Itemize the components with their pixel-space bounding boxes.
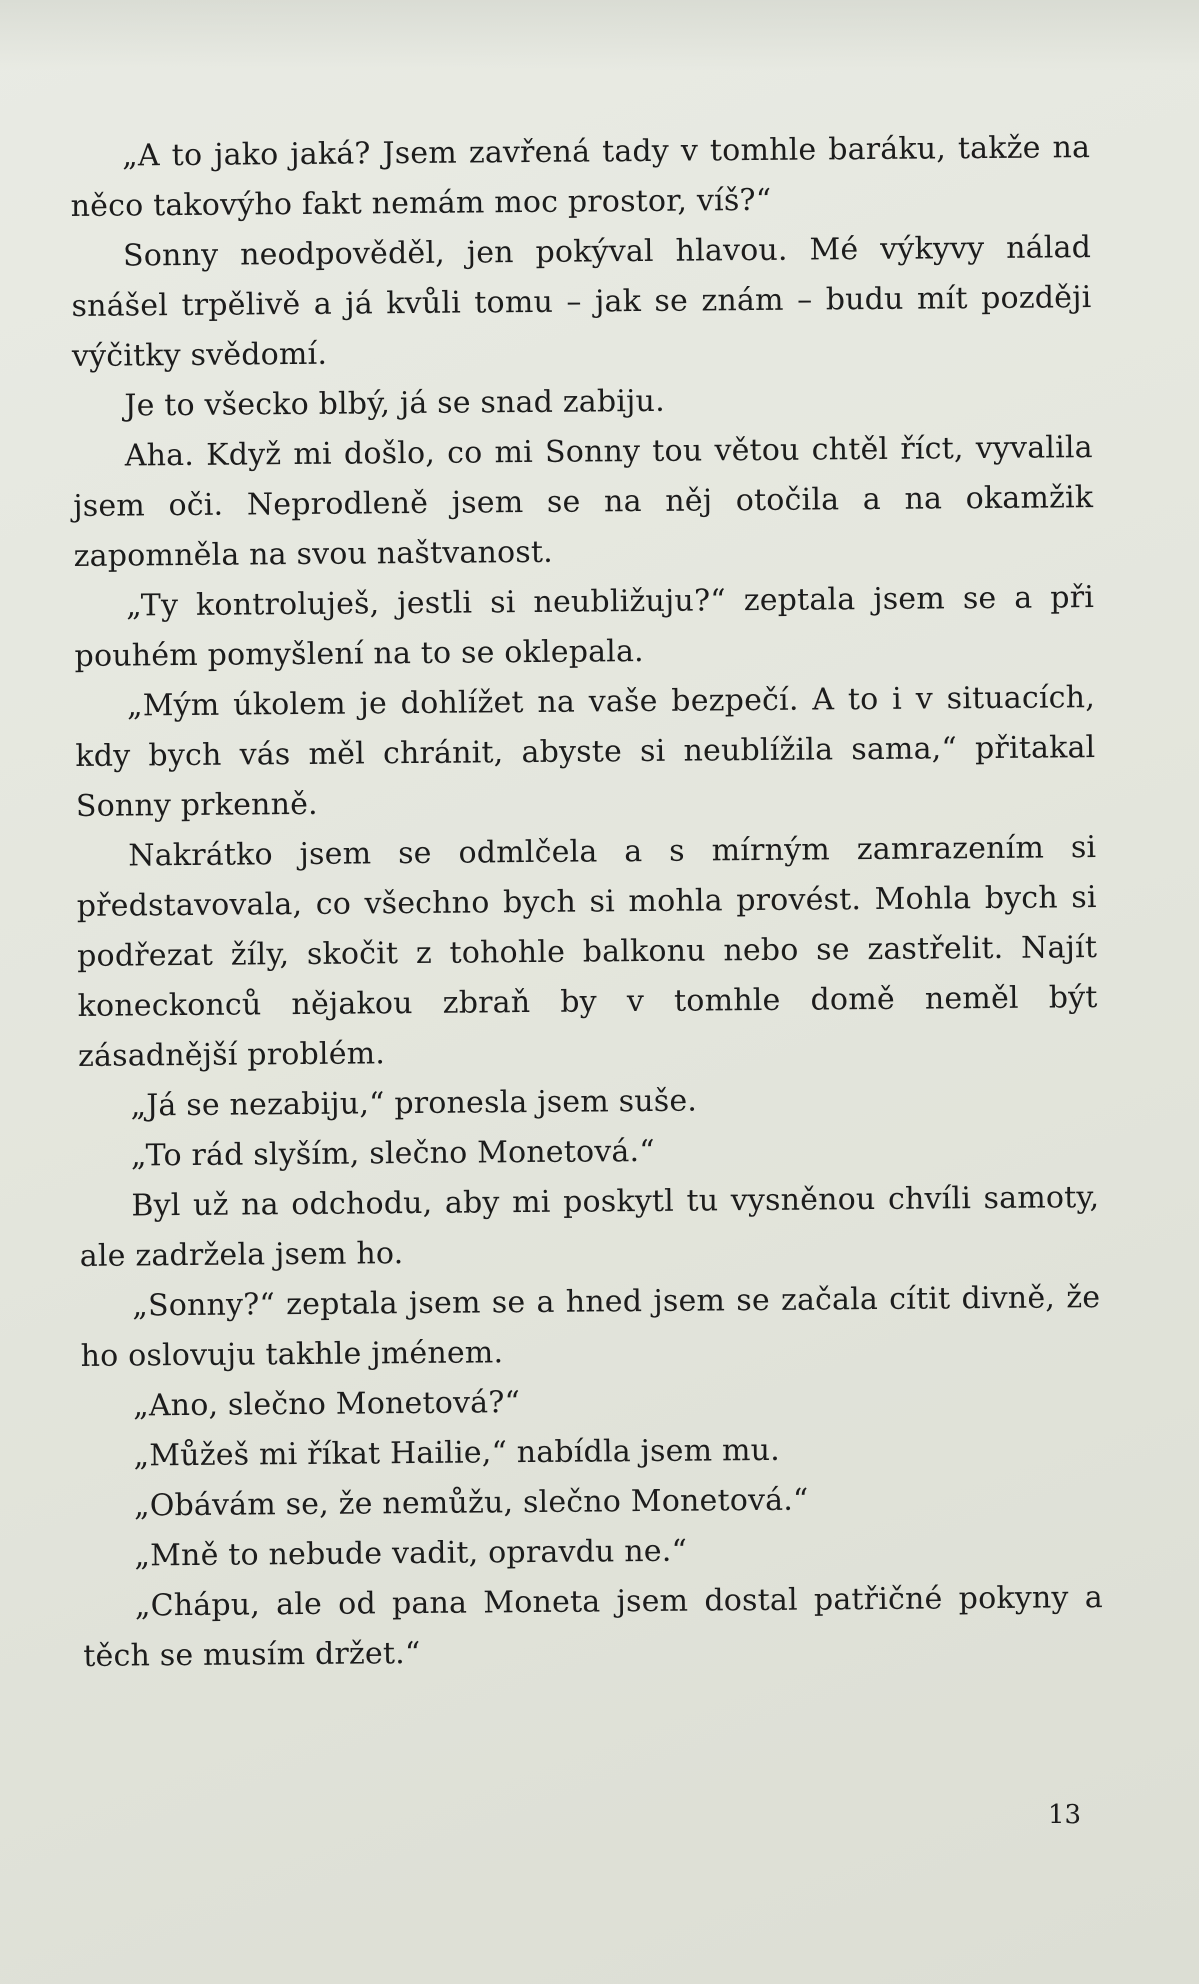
paragraph: „Obávám se, že nemůžu, slečno Monetová.“ [133,1482,809,1524]
paragraph: „To rád slyším, slečno Monetová.“ [130,1133,655,1174]
paragraph: Byl už na odchodu, aby mi poskytl tu vysněnou chvíli samoty, ale zadržela jsem ho. [79,1180,1100,1274]
paragraph: Je to všecko blbý, já se snad zabiju. [124,383,666,424]
paragraph: „Sonny?“ zeptala jsem se a hned jsem se začala cítit divně, že ho oslovuju takhle jménem. [80,1280,1101,1374]
paragraph: Aha. Když mi došlo, co mi Sonny tou větou chtěl říct, vyvalila jsem oči. Neprodleně jsem se na něj otočila a na okamžik zapomněla na svou naštvanost. [73,430,1094,574]
paragraph: „A to jako jaká? Jsem zavřená tady v tomhle baráku, takže na něco takovýho fakt nemám moc prostor, víš?“ [70,130,1091,224]
page-number: 13 [1048,1800,1082,1830]
paragraph: „Můžeš mi říkat Hailie,“ nabídla jsem mu. [133,1432,781,1474]
paragraph: Sonny neodpověděl, jen pokýval hlavou. Mé výkyvy nálad snášel trpělivě a já kvůli tomu – jak se znám – budu mít později výčitky svědomí. [71,230,1092,374]
paragraph: „Ano, slečno Monetová?“ [132,1385,521,1424]
paragraph: „Ty kontroluješ, jestli si neubližuju?“ zeptala jsem se a při pouhém pomyšlení na to se oklepala. [74,580,1095,674]
page-top-shadow [0,0,1199,70]
book-text [70,123,1103,1682]
paragraph: „Já se nezabiju,“ pronesla jsem suše. [130,1083,698,1124]
paragraph: Nakrátko jsem se odmlčela a s mírným zamrazením si představovala, co všechno bych si mohla provést. Mohla bych si podřezat žíly, skočit z tohohle balkonu nebo se zastřelit. Najít koneckonců nějakou zbraň by v tomhle domě neměl být zásadnější problém. [76,830,1098,1074]
paragraph: „Mně to nebude vadit, opravdu ne.“ [134,1533,688,1574]
paragraph: „Mým úkolem je dohlížet na vaše bezpečí. A to i v situacích, kdy bych vás měl chránit, abyste si neublížila sama,“ přitakal Sonny prkenně. [75,680,1096,824]
paragraph: „Chápu, ale od pana Moneta jsem dostal patřičné pokyny a těch se musím držet.“ [83,1580,1103,1674]
